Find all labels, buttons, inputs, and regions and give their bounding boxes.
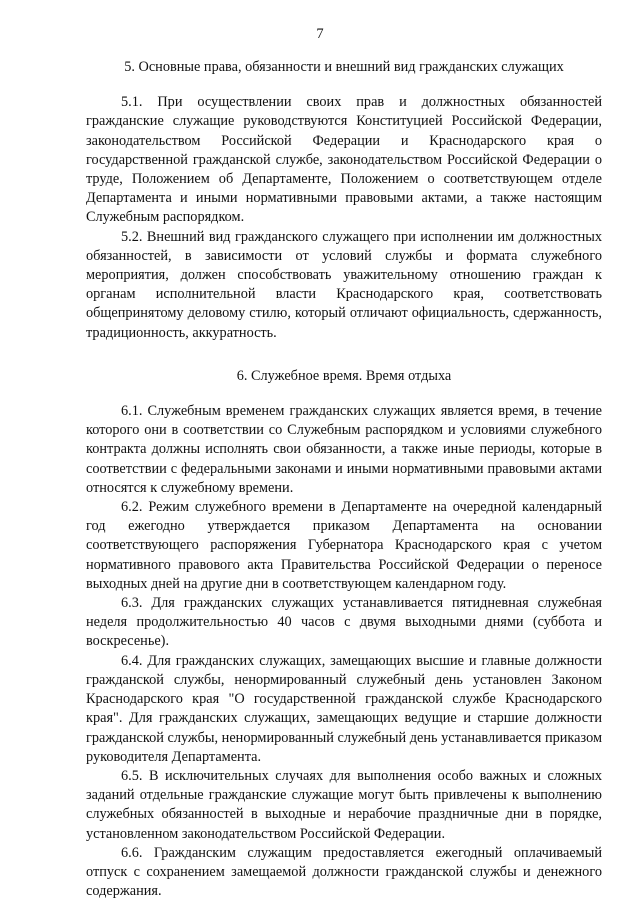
paragraph-6-1: 6.1. Служебным временем гражданских служащих является время, в течение которого они в соответствии со Служебным распорядком и условиями служебного контракта должны исполнять свои обязанности, а также иные периоды, которые в соответствии с федеральными законами и иными нормативными правовыми актами относятся к служебному времени.	[86, 403, 602, 496]
paragraph-6-4: 6.4. Для гражданских служащих, замещающих высшие и главные должности гражданской службы, ненормированный служебный день установлен Законом Краснодарского края "О государственной гражданской службе Краснодарского края". Для гражданских служащих, замещающих ведущие и старшие должности гражданской службы, ненормированный служебный день устанавливается приказом руководителя Департамента.	[86, 652, 602, 765]
section-5-title: 5. Основные права, обязанности и внешний вид гражданских служащих	[124, 59, 564, 75]
paragraph-5-2: 5.2. Внешний вид гражданского служащего при исполнении им должностных обязанностей, в зависимости от условий службы и формата служебного мероприятия, должен способствовать уважительному отношению граждан к органам исполнительной власти Краснодарского края, соответствовать общепринятому деловому стилю, который отличают официальность, сдержанность, традиционность, аккуратность.	[86, 228, 602, 341]
paragraph-6-5: 6.5. В исключительных случаях для выполнения особо важных и сложных заданий отдельные гражданские служащие могут быть привлечены к выполнению служебных обязанностей в выходные и нерабочие праздничные дни в порядке, установленном законодательством Российской Федерации.	[86, 767, 602, 842]
paragraph-6-6: 6.6. Гражданским служащим предоставляется ежегодный оплачиваемый отпуск с сохранением замещаемой должности гражданской службы и денежного содержания.	[86, 844, 602, 900]
document-body	[86, 58, 602, 901]
paragraph-5-1: 5.1. При осуществлении своих прав и должностных обязанностей гражданские служащие руководствуются Конституцией Российской Федерации, законодательством Российской Федерации и Краснодарского края о государственной гражданской службе, законодательством Российской Федерации о труде, Положением об Департаменте, Положением о соответствующем отделе Департамента и иными нормативными правовыми актами, а также настоящим Служебным распорядком.	[86, 94, 602, 226]
paragraph-6-3: 6.3. Для гражданских служащих устанавливается пятидневная служебная неделя продолжительностью 40 часов с двумя выходными днями (суббота и воскресенье).	[86, 595, 602, 650]
page-number: 7	[316, 26, 324, 42]
section-6-title: 6. Служебное время. Время отдыха	[236, 367, 452, 384]
paragraph-6-2: 6.2. Режим служебного времени в Департаменте на очередной календарный год ежегодно утверждается приказом Департамента на основании соответствующего распоряжения Губернатора Краснодарского края с учетом нормативного правового акта Правительства Российской Федерации о переносе выходных дней на другие дни в соответствующем календарном году.	[86, 499, 602, 592]
